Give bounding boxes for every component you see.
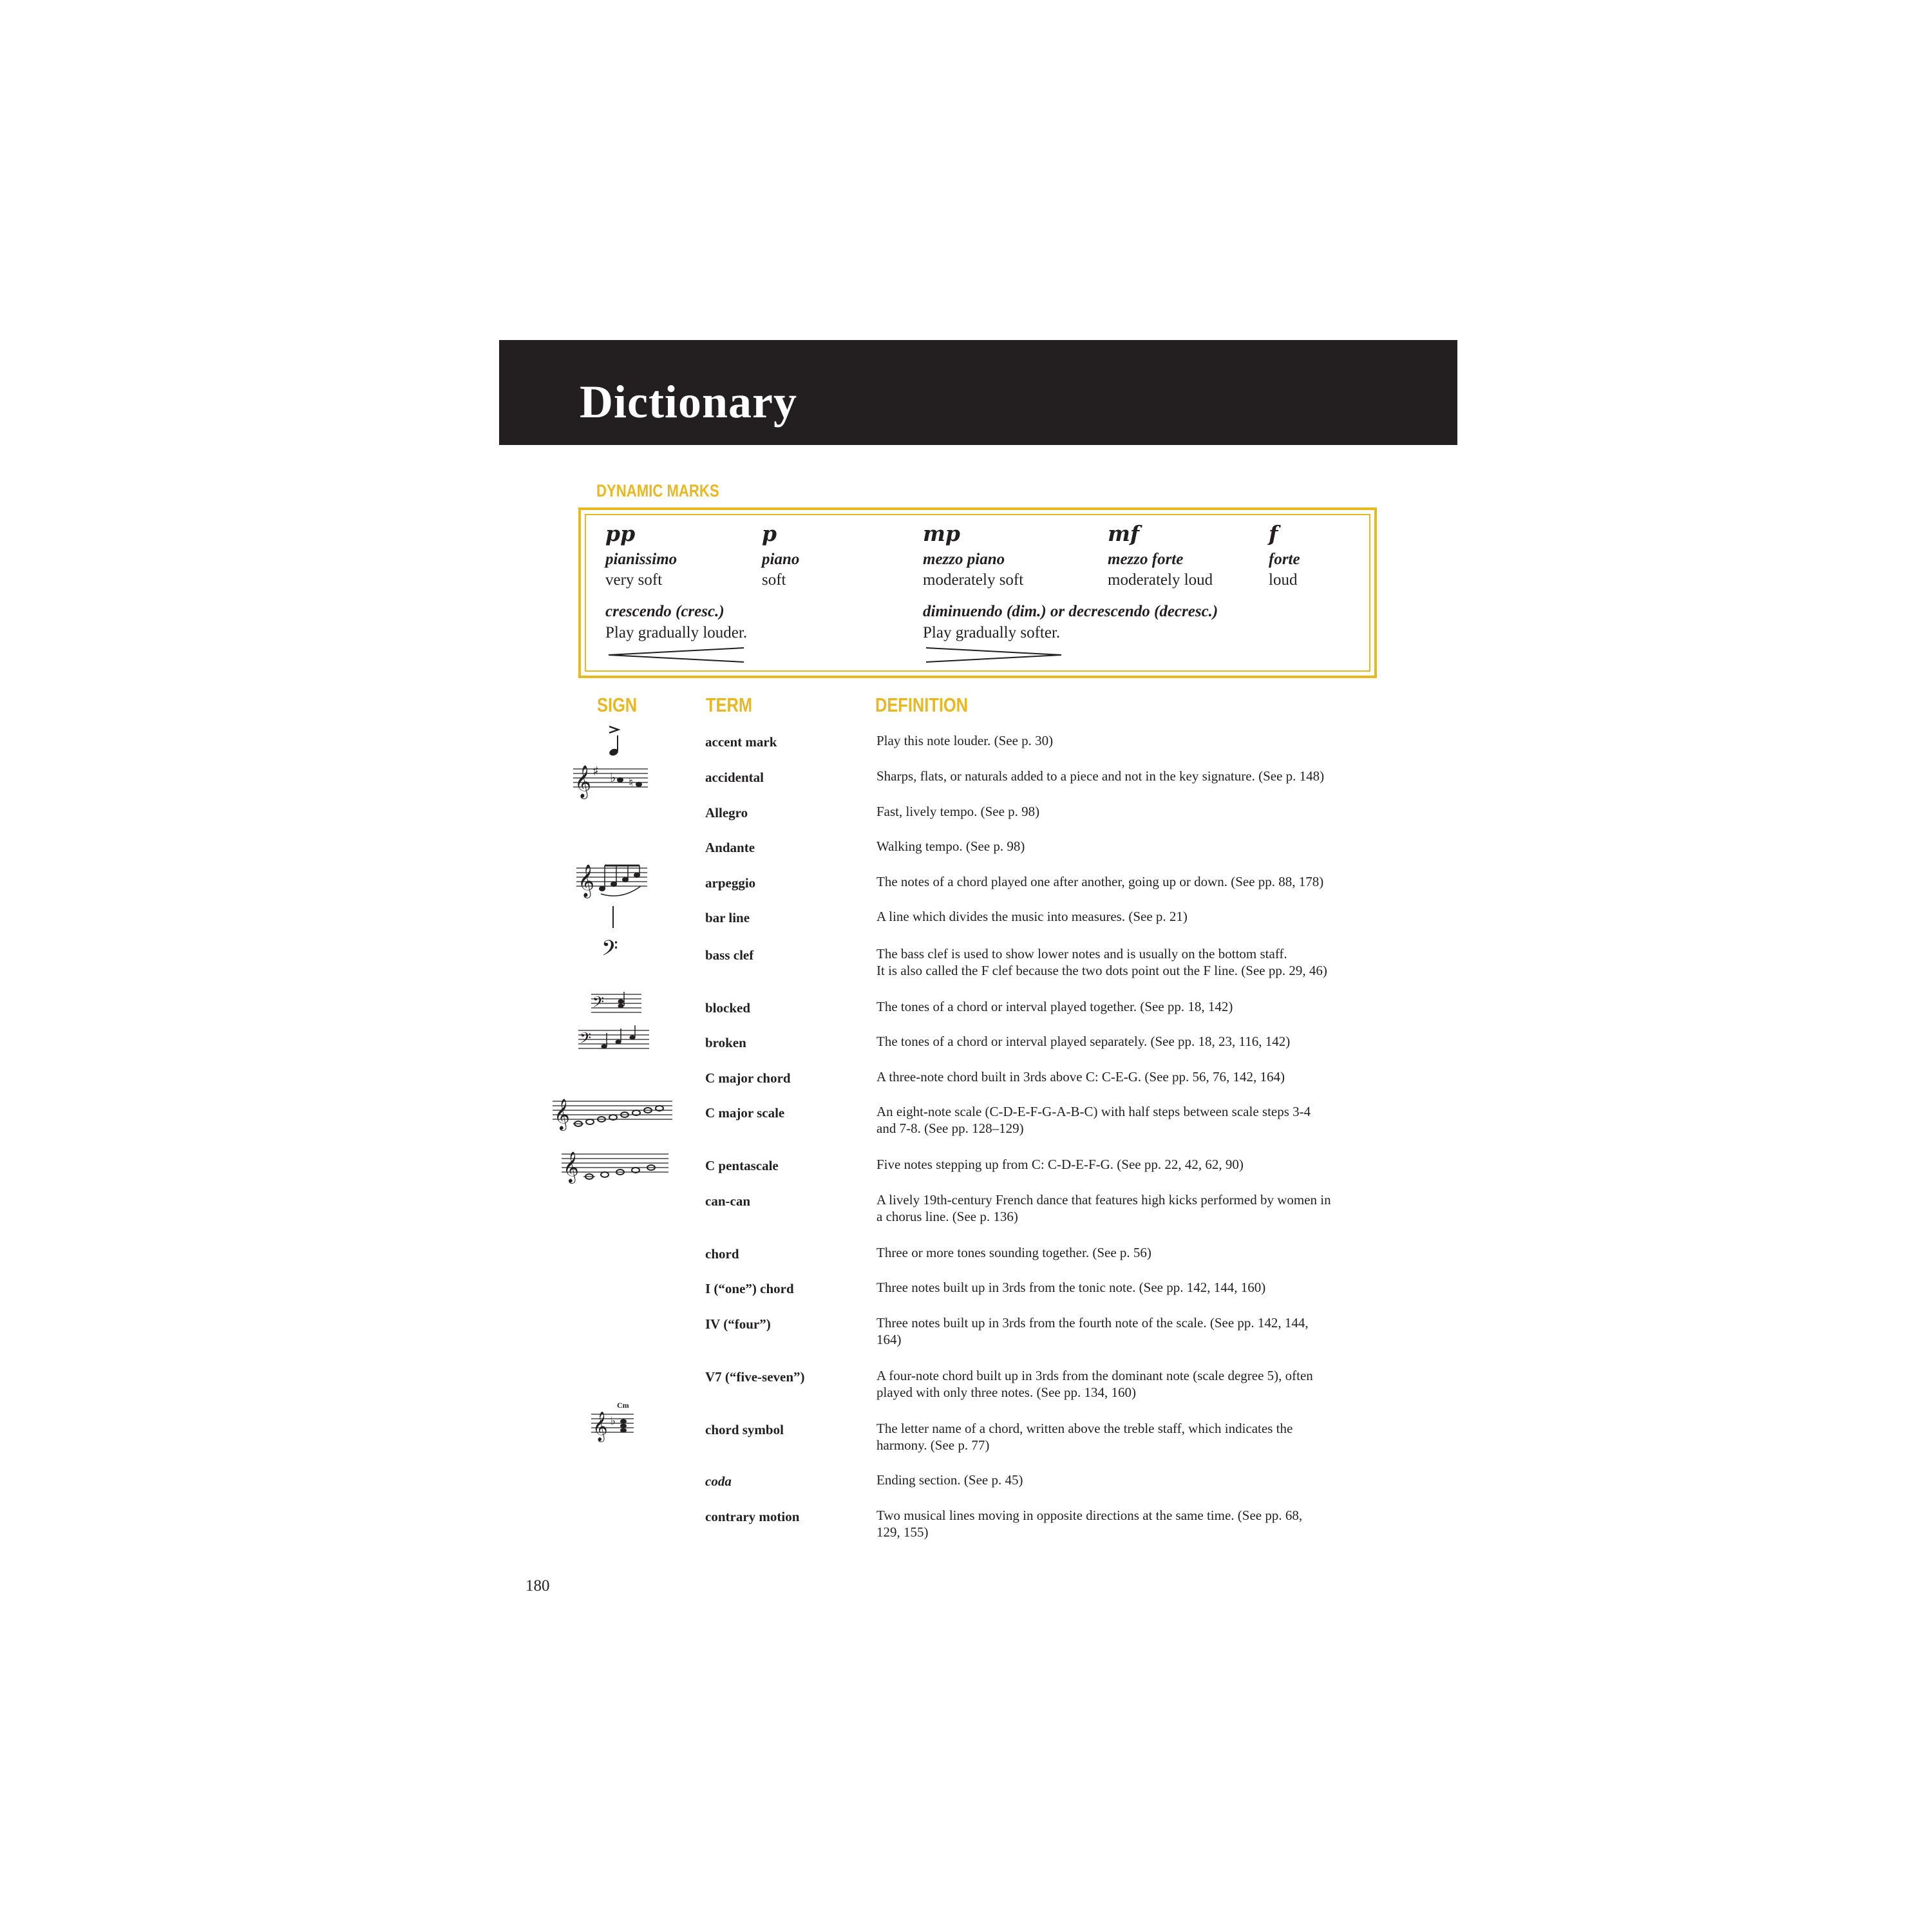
term-bar-line: bar line: [705, 910, 750, 925]
svg-text:♭: ♭: [611, 1415, 616, 1428]
definition-one-chord: Three notes built up in 3rds from the tonic note. (See pp. 142, 144, 160): [876, 1280, 1266, 1295]
diminuendo-meaning: Play gradually softer.: [923, 624, 1061, 641]
definition-c-major-scale: An eight-note scale (C-D-E-F-G-A-B-C) with half steps between scale steps 3-4 and 7-8. (See pp. 128–129): [876, 1104, 1311, 1136]
dynamic-meaning-piano: soft: [762, 571, 786, 589]
definition-four-chord: Three notes built up in 3rds from the fourth note of the scale. (See pp. 142, 144, 164): [876, 1315, 1309, 1347]
term-chord: chord: [705, 1246, 739, 1262]
term-five-seven-chord: V7 (“five-seven”): [705, 1369, 805, 1385]
definition-chord: Three or more tones sounding together. (See p. 56): [876, 1245, 1151, 1260]
svg-text:𝄢: 𝄢: [592, 993, 605, 1014]
dynamic-meaning-pianissimo: very soft: [605, 571, 663, 589]
term-chord-symbol: chord symbol: [705, 1422, 784, 1437]
definition-blocked: The tones of a chord or interval played together. (See pp. 18, 142): [876, 999, 1233, 1014]
svg-text:𝄞: 𝄞: [574, 765, 592, 798]
dynamic-symbol-p: p: [762, 521, 777, 546]
dynamic-name-mezzo-forte: mezzo forte: [1108, 551, 1184, 568]
accent-note-icon: [605, 723, 625, 758]
crescendo-name: crescendo (cresc.): [605, 603, 724, 620]
svg-text:𝄢: 𝄢: [580, 1029, 592, 1050]
term-accent-mark: accent mark: [705, 734, 777, 750]
dynamic-name-piano: piano: [762, 551, 800, 568]
definition-arpeggio: The notes of a chord played one after another, going up or down. (See pp. 88, 178): [876, 874, 1324, 889]
term-c-major-chord: C major chord: [705, 1070, 791, 1086]
svg-text:𝄞: 𝄞: [563, 1151, 579, 1182]
term-contrary-motion: contrary motion: [705, 1509, 800, 1524]
svg-text:𝄞: 𝄞: [592, 1412, 608, 1441]
dynamic-name-forte: forte: [1269, 551, 1300, 568]
definition-c-pentascale: Five notes stepping up from C: C-D-E-F-G. (See pp. 22, 42, 62, 90): [876, 1157, 1244, 1172]
column-header-sign: SIGN: [597, 694, 638, 716]
definition-chord-symbol: The letter name of a chord, written above the treble staff, which indicates the harmony. (See p. 77): [876, 1421, 1293, 1453]
column-header-definition: DEFINITION: [875, 694, 969, 716]
term-allegro: Allegro: [705, 805, 748, 820]
bass-clef-icon: [601, 936, 627, 966]
dynamic-meaning-forte: loud: [1269, 571, 1298, 589]
dynamic-name-mezzo-piano: mezzo piano: [923, 551, 1005, 568]
svg-text:♯: ♯: [592, 763, 599, 779]
accidental-staff-icon: [573, 760, 650, 799]
definition-andante: Walking tempo. (See p. 98): [876, 838, 1025, 854]
definition-can-can: A lively 19th-century French dance that features high kicks performed by women in a chorus line. (See p. 136): [876, 1192, 1331, 1224]
chord-symbol-label: Cm: [617, 1401, 629, 1410]
dynamic-meaning-mezzo-forte: moderately loud: [1108, 571, 1213, 589]
svg-text:𝄞: 𝄞: [578, 864, 595, 897]
page-number: 180: [526, 1577, 550, 1595]
term-bass-clef: bass clef: [705, 947, 754, 963]
dynamic-symbol-pp: pp: [605, 521, 636, 546]
dynamic-name-pianissimo: pianissimo: [605, 551, 677, 568]
crescendo-hairpin-icon: [605, 647, 747, 663]
term-accidental: accidental: [705, 770, 764, 785]
column-header-term: TERM: [706, 694, 753, 716]
term-andante: Andante: [705, 840, 755, 855]
diminuendo-name: diminuendo (dim.) or decrescendo (decresc.): [923, 603, 1218, 620]
crescendo-meaning: Play gradually louder.: [605, 624, 748, 641]
definition-c-major-chord: A three-note chord built in 3rds above C: C-E-G. (See pp. 56, 76, 142, 164): [876, 1069, 1285, 1084]
definition-bass-clef: The bass clef is used to show lower notes and is usually on the bottom staff. It is also called the F clef because the two dots point out the F line. (See pp. 29, 46): [876, 946, 1327, 978]
term-four-chord: IV (“four”): [705, 1316, 771, 1332]
bar-line-icon: [611, 905, 617, 931]
c-pentascale-icon: [562, 1146, 671, 1180]
dynamic-symbol-f: f: [1269, 521, 1278, 546]
definition-broken: The tones of a chord or interval played separately. (See pp. 18, 23, 116, 142): [876, 1034, 1291, 1049]
dynamic-symbol-mf: mf: [1108, 521, 1140, 546]
dynamic-marks-heading: DYNAMIC MARKS: [596, 481, 719, 500]
term-broken: broken: [705, 1035, 746, 1050]
svg-text:𝄢: 𝄢: [601, 936, 618, 966]
definition-five-seven-chord: A four-note chord built up in 3rds from the dominant note (scale degree 5), often played with only three notes. (See pp. 134, 160): [876, 1368, 1313, 1400]
term-arpeggio: arpeggio: [705, 875, 756, 891]
arpeggio-staff-icon: [576, 857, 650, 902]
term-one-chord: I (“one”) chord: [705, 1281, 794, 1296]
broken-chord-icon: [578, 1025, 652, 1054]
svg-text:♭: ♭: [610, 770, 616, 785]
page-title: Dictionary: [580, 376, 797, 428]
definition-coda: Ending section. (See p. 45): [876, 1472, 1023, 1488]
term-c-major-scale: C major scale: [705, 1105, 785, 1121]
definition-contrary-motion: Two musical lines moving in opposite directions at the same time. (See pp. 68, 129, 155): [876, 1508, 1303, 1540]
definition-accent-mark: Play this note louder. (See p. 30): [876, 733, 1054, 748]
definition-bar-line: A line which divides the music into measures. (See p. 21): [876, 909, 1188, 924]
term-coda: coda: [705, 1473, 732, 1489]
term-can-can: can-can: [705, 1193, 750, 1209]
dynamic-meaning-mezzo-piano: moderately soft: [923, 571, 1024, 589]
definition-allegro: Fast, lively tempo. (See p. 98): [876, 804, 1040, 819]
definition-accidental: Sharps, flats, or naturals added to a piece and not in the key signature. (See p. 148): [876, 768, 1325, 784]
svg-text:𝄞: 𝄞: [554, 1098, 570, 1130]
chord-symbol-icon: [591, 1399, 636, 1439]
blocked-chord-icon: [591, 989, 644, 1018]
svg-text:♮: ♮: [629, 775, 634, 790]
term-c-pentascale: C pentascale: [705, 1158, 779, 1173]
dynamic-symbol-mp: mp: [923, 521, 960, 546]
term-blocked: blocked: [705, 1000, 751, 1016]
c-major-scale-icon: [553, 1094, 675, 1130]
diminuendo-hairpin-icon: [923, 647, 1065, 663]
